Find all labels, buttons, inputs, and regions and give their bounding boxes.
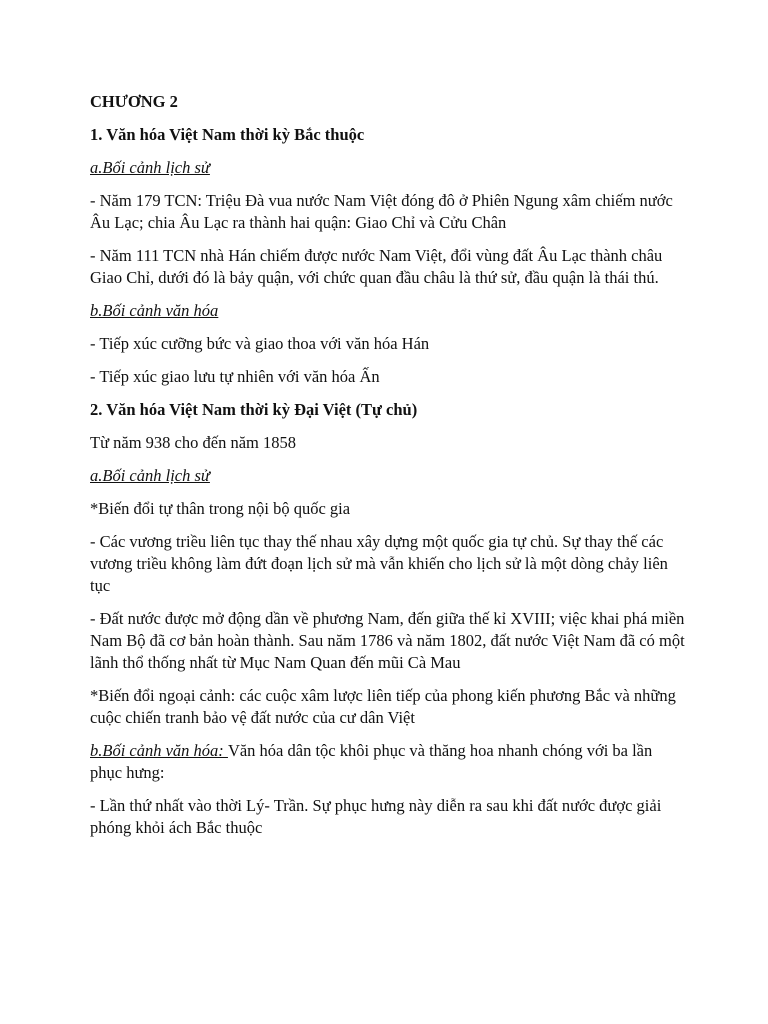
section-1a-heading-text: a.Bối cảnh lịch sử [90,158,210,177]
section-1a-heading [90,157,688,179]
section-1-title: 1. Văn hóa Việt Nam thời kỳ Bắc thuộc [90,125,365,144]
section-2a-heading-text: a.Bối cảnh lịch sử [90,466,210,485]
paragraph: *Biến đổi tự thân trong nội bộ quốc gia [90,499,351,518]
section-2-intro: Từ năm 938 cho đến năm 1858 [90,433,296,452]
paragraph: - Lần thứ nhất vào thời Lý- Trần. Sự phục hưng này diễn ra sau khi đất nước được giải phóng khỏi ách Bắc thuộc [90,796,662,837]
section-2b-heading-rest: Văn hóa dân tộc khôi phục và thăng hoa nhanh chóng với ba lần phục hưng: [90,741,653,782]
section-2b-heading-text: b.Bối cảnh văn hóa: [90,741,228,760]
section-1b-heading-text: b.Bối cảnh văn hóa [90,301,219,320]
section-2a-heading [90,465,688,487]
paragraph: - Tiếp xúc cưỡng bức và giao thoa với văn hóa Hán [90,334,430,353]
chapter-heading: CHƯƠNG 2 [90,92,178,111]
paragraph: *Biến đổi ngoại cảnh: các cuộc xâm lược liên tiếp của phong kiến phương Bắc và những cuộc chiến tranh bảo vệ đất nước của cư dân Việt [90,686,676,727]
paragraph: - Tiếp xúc giao lưu tự nhiên với văn hóa Ấn [90,367,380,386]
section-2-title: 2. Văn hóa Việt Nam thời kỳ Đại Việt (Tự chủ) [90,400,418,419]
paragraph: - Năm 111 TCN nhà Hán chiếm được nước Nam Việt, đổi vùng đất Âu Lạc thành châu Giao Chỉ, dưới đó là bảy quận, với chức quan đầu châu là thứ sử, đầu quận là thái thú. [90,246,663,287]
section-1b-heading [90,300,688,322]
paragraph: - Năm 179 TCN: Triệu Đà vua nước Nam Việt đóng đô ở Phiên Ngung xâm chiếm nước Âu Lạc; chia Âu Lạc ra thành hai quận: Giao Chỉ và Cửu Chân [90,191,673,232]
section-2b-heading [90,740,688,784]
paragraph: - Các vương triều liên tục thay thế nhau xây dựng một quốc gia tự chủ. Sự thay thế các vương triều không làm đứt đoạn lịch sử mà vẫn khiến cho lịch sử là một dòng chảy liên tục [90,532,668,595]
paragraph: - Đất nước được mở động dần về phương Nam, đến giữa thế kỉ XVIII; việc khai phá miền Nam Bộ đã cơ bản hoàn thành. Sau năm 1786 và năm 1802, đất nước Việt Nam đã có một lãnh thổ thống nhất từ Mục Nam Quan đến mũi Cà Mau [90,609,685,672]
